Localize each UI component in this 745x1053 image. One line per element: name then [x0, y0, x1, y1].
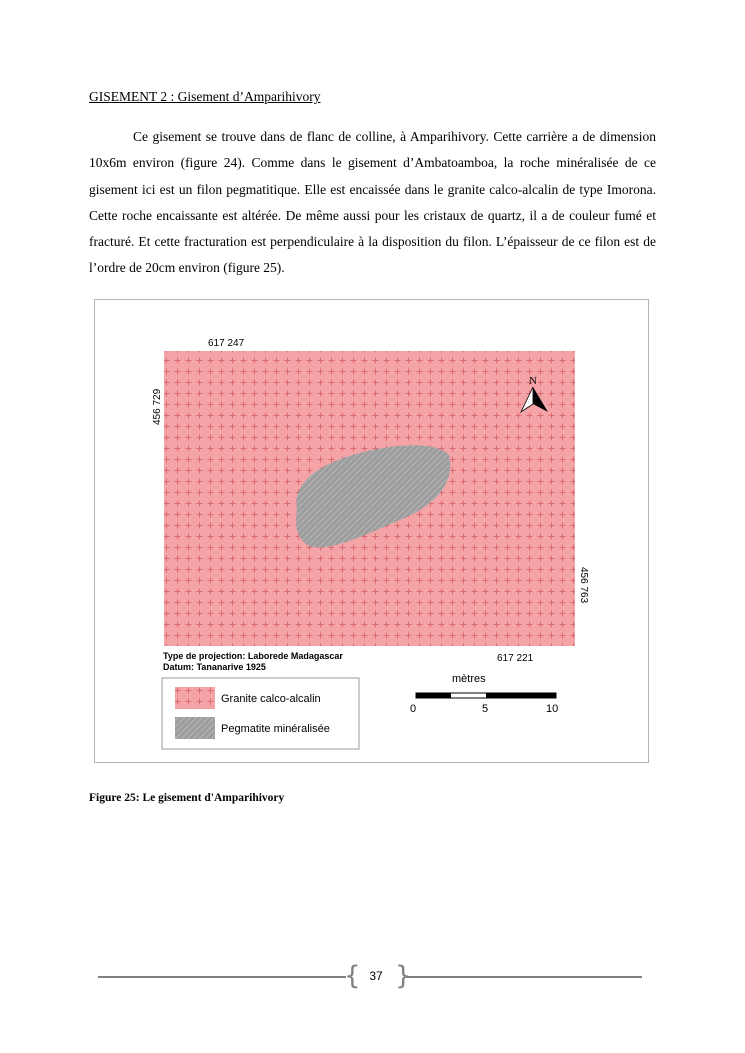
projection-line-2: Datum: Tananarive 1925: [163, 662, 266, 672]
body-paragraph: Ce gisement se trouve dans de flanc de colline, à Amparihivory. Cette carrière a de dimension 10x6m environ (figure 24). Comme dans le gisement d’Ambatoamboa, la roche minéralisée de ce gisement ici est un filon pegmatitique. Elle est encaissée dans le granite calco-alcalin de type Imorona. Cette roche encaissante est altérée. De même aussi pour les cristaux de quartz, il a de couleur fumé et fracturé. Et cette fracturation est perpendiculaire à la disposition du filon. L’épaisseur de ce filon est de l’ordre de 20cm environ (figure 25).: [89, 129, 656, 276]
footer-bracket-left: {: [344, 961, 361, 991]
coord-right: 456 763: [578, 567, 589, 604]
map-svg: [95, 300, 650, 764]
legend: [162, 678, 359, 749]
coord-bottom: 617 221: [497, 653, 534, 664]
figure-caption: Figure 25: Le gisement d'Amparihivory: [89, 792, 285, 804]
legend-swatch-pegmatite: [175, 717, 215, 739]
north-label: N: [529, 375, 537, 387]
coord-left: 456 729: [152, 388, 163, 425]
legend-label-pegmatite: Pegmatite minéralisée: [221, 723, 330, 735]
footer-bracket-right: }: [395, 961, 412, 991]
legend-swatch-granite: [175, 687, 215, 709]
scale-unit: mètres: [452, 673, 486, 685]
section-heading: GISEMENT 2 : Gisement d’Amparihivory: [89, 89, 321, 104]
scale-bar: [410, 673, 558, 715]
scale-tick-10: 10: [546, 703, 559, 715]
footer-rule-left: [98, 976, 346, 978]
page-number: 37: [369, 969, 383, 983]
projection-line-1: Type de projection: Laborede Madagascar: [163, 651, 343, 661]
scale-tick-5: 5: [482, 703, 489, 715]
coord-top: 617 247: [208, 338, 245, 349]
map-figure: [94, 299, 649, 763]
footer-rule-right: [406, 976, 642, 978]
scale-tick-0: 0: [410, 703, 417, 715]
legend-label-granite: Granite calco-alcalin: [221, 693, 321, 705]
